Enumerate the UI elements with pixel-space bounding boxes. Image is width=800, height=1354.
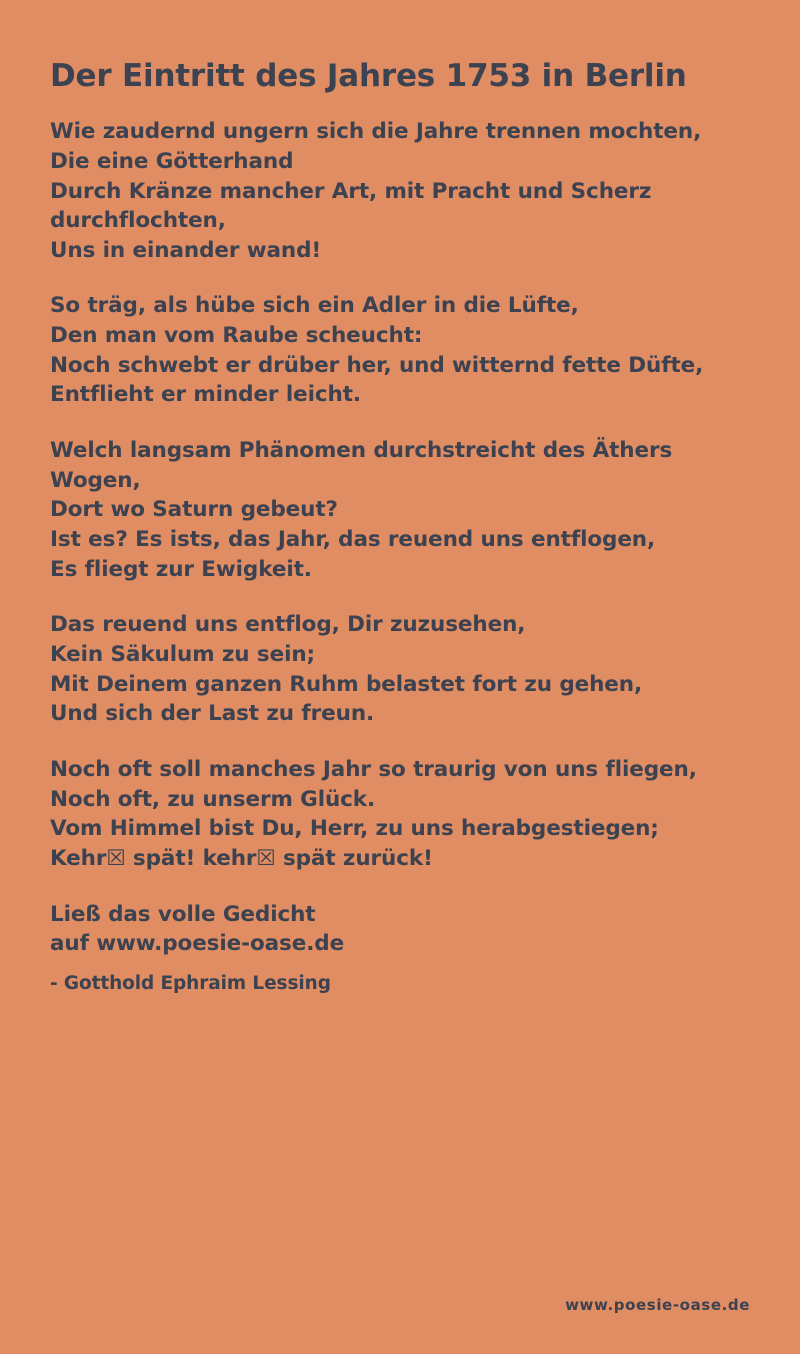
stanza bbox=[50, 610, 750, 729]
poem-line: Den man vom Raube scheucht: bbox=[50, 323, 423, 349]
stanza bbox=[50, 117, 750, 265]
poem-line: Durch Kränze mancher Art, mit Pracht und Scherz durchflochten, bbox=[50, 178, 659, 234]
poem-line: Noch oft soll manches Jahr so traurig von uns fliegen, bbox=[50, 757, 697, 782]
poem-line: Uns in einander wand! bbox=[50, 237, 322, 263]
promo-block bbox=[50, 900, 750, 959]
poem-line: Dort wo Saturn gebeut? bbox=[50, 497, 338, 523]
poem-line: Ist es? Es ists, das Jahr, das reuend uns entflogen, bbox=[50, 527, 656, 553]
poem-line: Kehr☒ spät! kehr☒ spät zurück! bbox=[50, 845, 433, 871]
poem-line: Entflieht er minder leicht. bbox=[50, 382, 361, 408]
author-credit: - Gotthold Ephraim Lessing bbox=[50, 972, 331, 994]
poem-line: Die eine Götterhand bbox=[50, 148, 294, 174]
promo-line-2: auf www.poesie-oase.de bbox=[50, 931, 345, 957]
poem-line: Wie zaudernd ungern sich die Jahre trennen mochten, bbox=[50, 119, 702, 145]
poem-line: Mit Deinem ganzen Ruhm belastet fort zu gehen, bbox=[50, 671, 643, 697]
stanza bbox=[50, 755, 750, 874]
poem-line: So träg, als hübe sich ein Adler in die Lüfte, bbox=[50, 293, 579, 319]
poem-line: Noch schwebt er drüber her, und witternd fette Düfte, bbox=[50, 352, 704, 378]
poem-line: Noch oft, zu unserm Glück. bbox=[50, 786, 376, 812]
page-title: Der Eintritt des Jahres 1753 in Berlin bbox=[50, 58, 687, 94]
footer-site-url: www.poesie-oase.de bbox=[565, 1296, 750, 1314]
stanza bbox=[50, 436, 750, 584]
poem-line: Vom Himmel bist Du, Herr, zu uns herabgestiegen; bbox=[50, 816, 659, 842]
poem-line: Kein Säkulum zu sein; bbox=[50, 642, 316, 668]
poem-line: Und sich der Last zu freun. bbox=[50, 701, 375, 727]
promo-line-1: Ließ das volle Gedicht bbox=[50, 901, 316, 927]
poem-line: Es fliegt zur Ewigkeit. bbox=[50, 556, 312, 582]
poem-line: Das reuend uns entflog, Dir zuzusehen, bbox=[50, 612, 526, 638]
stanza bbox=[50, 291, 750, 410]
poem-line: Welch langsam Phänomen durchstreicht des Äthers Wogen, bbox=[50, 438, 680, 493]
